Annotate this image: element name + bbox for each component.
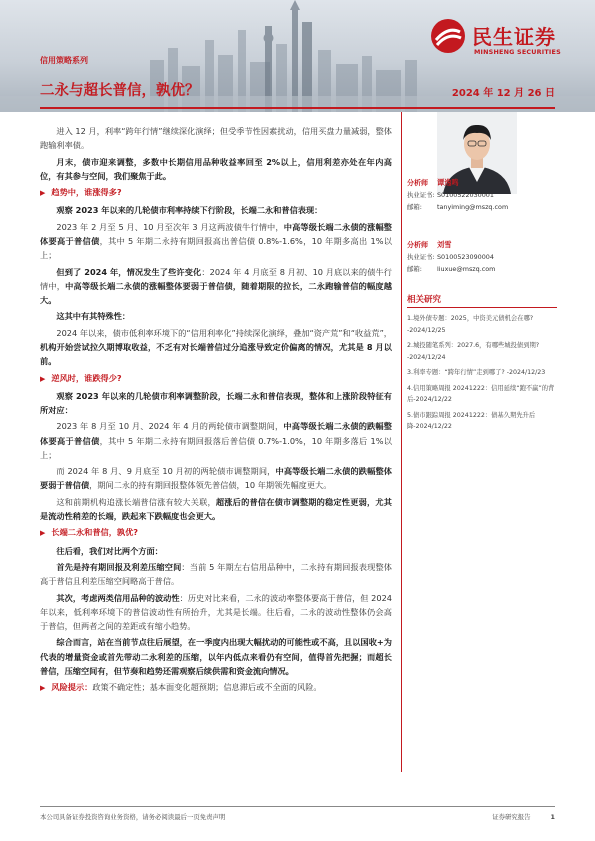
triangle-bullet-icon: ▶ — [40, 684, 46, 693]
footer-divider — [40, 806, 555, 807]
analyst-block: 分析师 谭逸鸣 执业证书: S0100522030001 邮箱: tanyiming@mszq.com — [407, 178, 509, 211]
related-research-item[interactable]: 3.利率专题：“跨年行情”走到哪了? -2024/12/23 — [407, 369, 546, 376]
paragraph: 2024 年以来，债市低利率环境下的“信用利率化”持续深化演绎，叠加“资产荒”和“收益荒”，机构开始尝试拉久期博取收益，不乏有对长端普信过分追涨导致定价偏离的情况，尤其是 8 月以前。 — [40, 327, 392, 367]
paragraph: 综合而言，站在当前节点往后展望，在一季度内出现大幅扰动的可能性或不高，且以国收+为代表的增量资金或首先带动二永利差的压缩，以年内低点来看仍有空间，值得首先把握；而超长普信，压缩空间有，但节奏和趋势还需观察后续供需和资金流向情况。 — [40, 637, 392, 676]
footer-label: 证券研究报告 — [492, 813, 531, 821]
paragraph: 而 2024 年 8 月、9 月底至 10 月初的两轮债市调整期间，中高等级长端二永债的跌幅整体要弱于普信债，期间二永的持有期回报整体领先普信债，10 年期领先幅度更大。 — [40, 466, 392, 491]
analyst-name: 谭逸鸣 — [437, 178, 459, 187]
paragraph: 月末，债市迎来调整，多数中长期信用品种收益率回至 2%以上，信用利差亦处在年内高位，有其参与空间，我们聚焦于此。 — [40, 156, 392, 181]
paragraph: 这和前期机构追涨长端普信涨有较大关联，超涨后的普信在债市调整期的稳定性更弱，尤其是流动性稍差的长端，跌起来下跌幅度也会更大。 — [40, 496, 392, 521]
section-heading: ▶ 逆风时，谁跌得少? — [40, 372, 122, 383]
analyst-block: 分析师 刘雪 执业证书: S0100523090004 邮箱: liuxue@mszq.com — [407, 240, 496, 273]
report-date: 2024 年 12 月 26 日 — [451, 88, 555, 99]
related-research-item[interactable]: 2.城投随笔系列：2027.6，有哪些城投债到期? -2024/12/24 — [407, 342, 540, 361]
footer-right — [492, 812, 555, 821]
paragraph: 进入 12 月，利率“跨年行情”继续深化演绎；但受季节性因素扰动，信用买盘力量减弱，整体跑输利率债。 — [40, 126, 392, 151]
column-divider — [401, 112, 402, 772]
related-research-item[interactable]: 1.境外债专题：2025，中资美元债机会在哪?-2024/12/25 — [407, 315, 534, 334]
paragraph: 首先是持有期回报及利差压缩空间：当前 5 年期左右信用品种中，二永持有期回报表现整体高于普信且利差压缩空间略高于普信。 — [40, 561, 392, 587]
email-link[interactable]: tanyiming@mszq.com — [437, 203, 509, 211]
paragraph: 观察 2023 年以来的几轮债市利率持续下行阶段，长端二永和普信表现： — [56, 205, 323, 216]
header-divider — [40, 107, 555, 109]
paragraph: 这其中有其特殊性： — [56, 311, 131, 322]
header-banner — [0, 0, 595, 112]
cert-number: S0100523090004 — [437, 253, 494, 261]
triangle-bullet-icon: ▶ — [40, 529, 46, 538]
cert-number: S0100522030001 — [437, 191, 494, 199]
section-heading: ▶ 长端二永和普信，孰优? — [40, 527, 139, 538]
logo-chinese-name: 民生证券 — [472, 25, 556, 49]
minsheng-logo-icon — [430, 18, 466, 54]
paragraph: 2023 年 8 月至 10 月、2024 年 4 月的两轮债市调整期间，中高等级长端二永债的跌幅整体要高于普信债，其中 5 年期二永持有期回报落后普信债 0.7%-1.0%，10 年期多落后 1%以上； — [40, 421, 392, 460]
paragraph: 观察 2023 年以来的几轮债市利率调整阶段，长端二永和普信表现，整体和上涨阶段特征有所对应： — [40, 390, 392, 415]
triangle-bullet-icon: ▶ — [40, 189, 46, 198]
paragraph: 2023 年 2 月至 5 月、10 月至次年 3 月这两波债牛行情中，中高等级长端二永债的涨幅整体要高于普信债，其中 5 年期二永持有期回报高出普信债 0.8%-1.6%，10 年期多高出 1%以上； — [40, 221, 392, 261]
report-series: 信用策略系列 — [40, 56, 88, 65]
analyst-name: 刘雪 — [437, 240, 452, 249]
logo-english-name: MINSHENG SECURITIES — [474, 48, 561, 56]
main-content — [40, 124, 392, 698]
related-research-item[interactable]: 4.信用策略周报 20241222：信用延续“跑不赢”的背后-2024/12/22 — [407, 384, 555, 403]
email-link[interactable]: liuxue@mszq.com — [437, 265, 496, 273]
company-logo — [430, 18, 580, 68]
paragraph: 往后看，我们对比两个方面： — [56, 545, 163, 556]
risk-warning: ▶ 风险提示：政策不确定性；基本面变化超预期；信息滞后或不全面的风险。 — [40, 682, 322, 693]
footer-disclaimer: 本公司具备证券投资咨询业务资格，请务必阅读最后一页免责声明 — [40, 813, 226, 821]
section-heading: ▶ 趋势中，谁涨得多? — [40, 187, 122, 198]
related-research-list — [407, 313, 557, 437]
paragraph: 其次，考虑两类信用品种的波动性：历史对比来看，二永的波动率整体要高于普信，但 2024 年以来，低利率环境下的普信波动性有所抬升，尤其是长端。往后看，二永的波动性整体仍会高于普信，但两者之间的差距或有缩小趋势。 — [40, 592, 392, 631]
related-research-heading: 相关研究 — [407, 293, 557, 308]
report-title: 二永与超长普信，孰优？ — [40, 83, 200, 99]
related-research-item[interactable]: 5.债市跟踪周报 20241222：债基久期先升后降-2024/12/22 — [407, 411, 536, 430]
paragraph: 但到了 2024 年，情况发生了些许变化：2024 年 4 月底至 8 月初、10 月底以来的债牛行情中，中高等级长端二永债的涨幅整体要弱于普信债，随着期限的拉长，二永跑输普信的幅度越大。 — [40, 266, 392, 305]
page-number: 1 — [550, 813, 555, 821]
triangle-bullet-icon: ▶ — [40, 374, 46, 383]
